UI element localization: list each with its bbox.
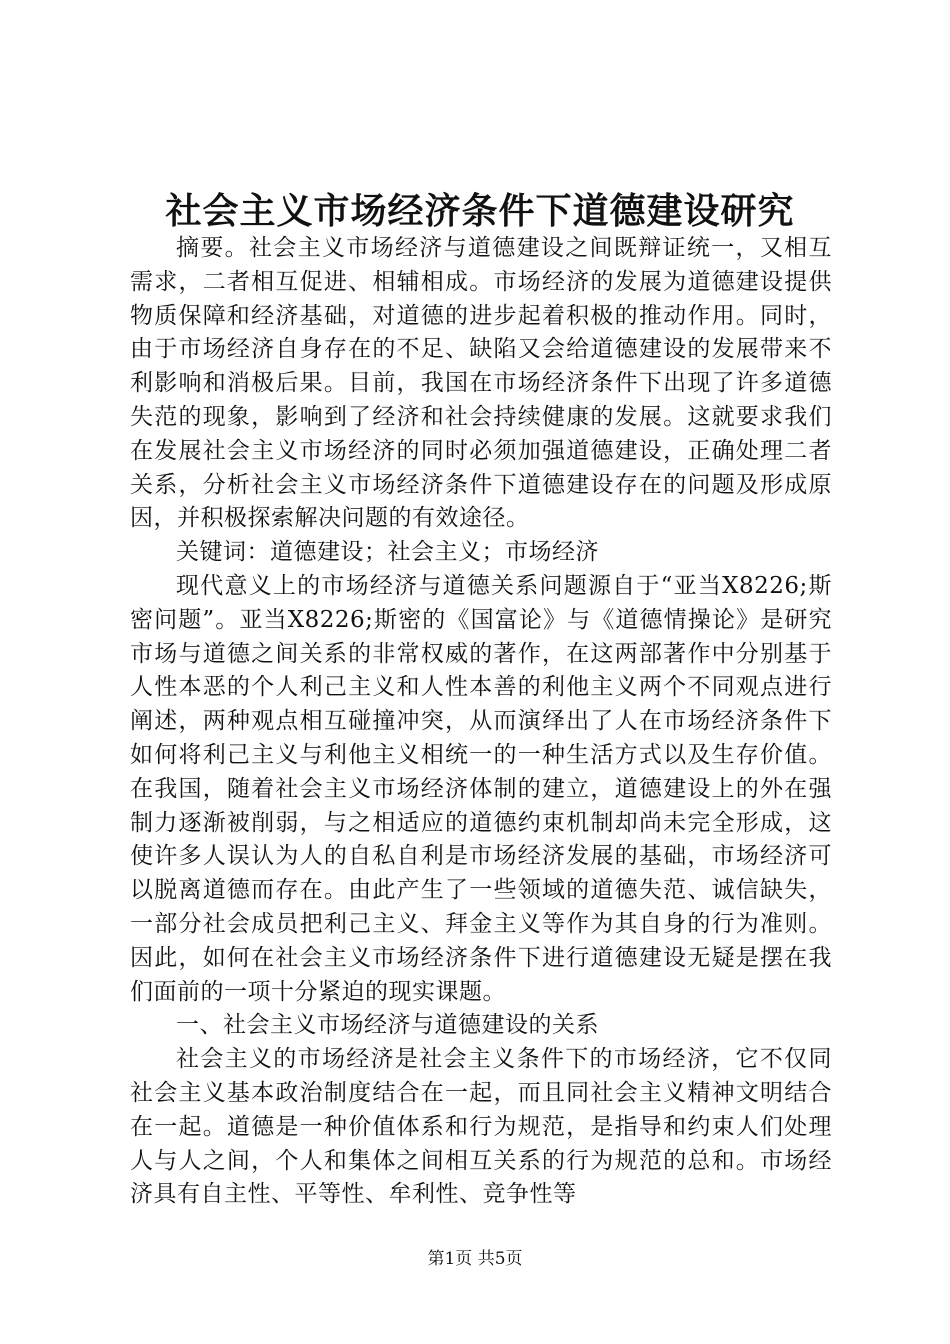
keywords-paragraph: 关键词：道德建设；社会主义；市场经济 bbox=[176, 539, 599, 566]
document-title: 社会主义市场经济条件下道德建设研究 bbox=[165, 190, 795, 232]
document-body bbox=[130, 232, 832, 1212]
section-paragraph: 社会主义的市场经济是社会主义条件下的市场经济，它不仅同社会主义基本政治制度结合在一起，而且同社会主义精神文明结合在一起。道德是一种价值体系和行为规范，是指导和约束人们处理人与人之间，个人和集体之间相互关系的行为规范的总和。市场经济具有自主性、平等性、牟利性、竞争性等 bbox=[130, 1046, 832, 1208]
page-number-footer: 第1页 共5页 bbox=[427, 1249, 523, 1269]
intro-paragraph: 现代意义上的市场经济与道德关系问题源自于“亚当X8226;斯密问题”。亚当X8226;斯密的《国富论》与《道德情操论》是研究市场与道德之间关系的非常权威的著作，在这两部著作中分别基于人性本恶的个人利己主义和人性本善的利他主义两个不同观点进行阐述，两种观点相互碰撞冲突，从而演绎出了人在市场经济条件下如何将利己主义与利他主义相统一的一种生活方式以及生存价值。在我国，随着社会主义市场经济体制的建立，道德建设上的外在强制力逐渐被削弱，与之相适应的道德约束机制却尚未完全形成，这使许多人误认为人的自私自利是市场经济发展的基础，市场经济可以脱离道德而存在。由此产生了一些领域的道德失范、诚信缺失，一部分社会成员把利己主义、拜金主义等作为其自身的行为准则。因此，如何在社会主义市场经济条件下进行道德建设无疑是摆在我们面前的一项十分紧迫的现实课题。 bbox=[130, 572, 832, 1005]
abstract-paragraph: 摘要。社会主义市场经济与道德建设之间既辩证统一，又相互需求，二者相互促进、相辅相成。市场经济的发展为道德建设提供物质保障和经济基础，对道德的进步起着积极的推动作用。同时，由于市场经济自身存在的不足、缺陷又会给道德建设的发展带来不利影响和消极后果。目前，我国在市场经济条件下出现了许多道德失范的现象，影响到了经济和社会持续健康的发展。这就要求我们在发展社会主义市场经济的同时必须加强道德建设，正确处理二者关系，分析社会主义市场经济条件下道德建设存在的问题及形成原因，并积极探索解决问题的有效途径。 bbox=[130, 235, 832, 532]
section-heading: 一、社会主义市场经济与道德建设的关系 bbox=[176, 1012, 599, 1039]
